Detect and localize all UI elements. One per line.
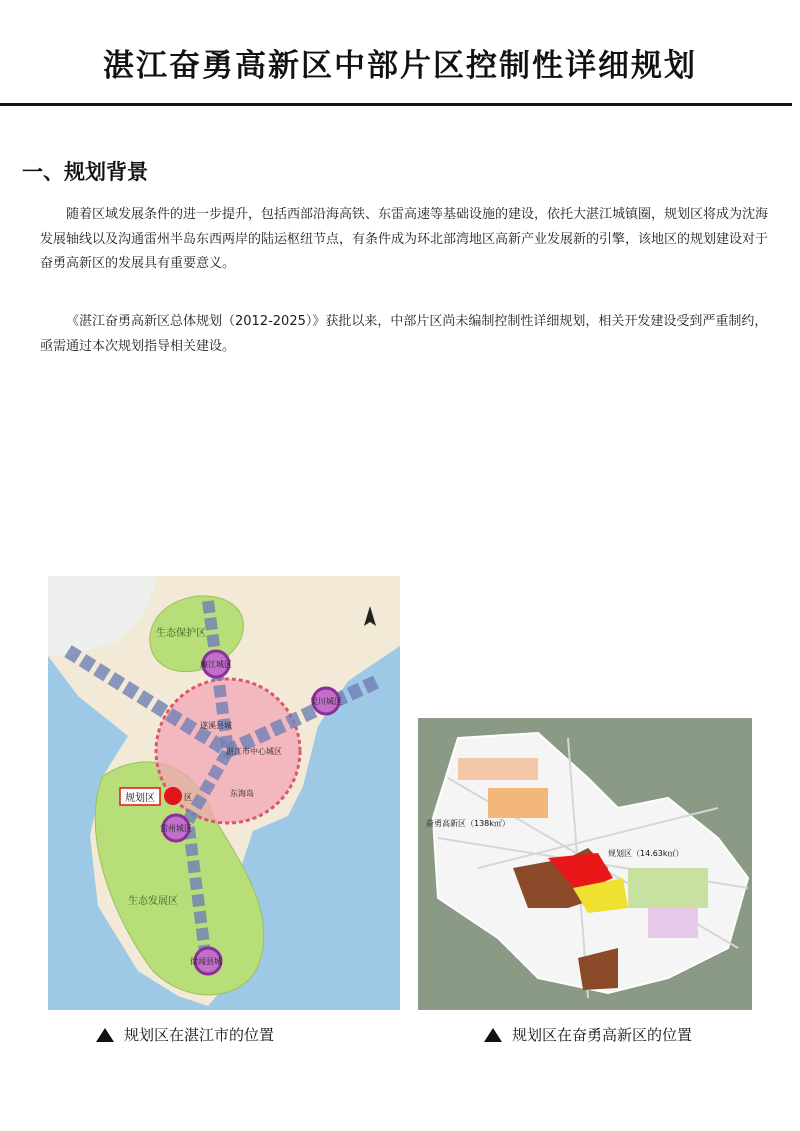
- label-donghai: 东海岛: [230, 789, 254, 798]
- label-leizhou: 雷州城区: [160, 824, 192, 833]
- planning-area-marker: [164, 787, 182, 805]
- triangle-up-icon: [484, 1028, 502, 1042]
- caption-right-text: 规划区在奋勇高新区的位置: [512, 1026, 693, 1044]
- label-lianjiang: 廉江城区: [200, 660, 232, 669]
- label-eco-protect: 生态保护区: [156, 628, 206, 639]
- caption-left: [96, 1024, 274, 1045]
- label-fenyong: 奋勇高新区（138k㎡）: [426, 819, 510, 828]
- label-eco-develop: 生态发展区: [128, 896, 178, 907]
- title-divider: [0, 103, 792, 106]
- paragraph-background: 随着区域发展条件的进一步提升，包括西部沿海高铁、东雷高速等基础设施的建设，依托大湛江城镇圈，规划区将成为沈海发展轴线以及沟通雷州半岛东西两岸的陆运枢纽节点，有条件成为环北部湾地区高新产业发展新的引擎，该地区的规划建设对于奋勇高新区的发展具有重要意义。: [40, 207, 769, 271]
- label-planning-area: 规划区: [125, 793, 155, 804]
- label-zhanjiang: 湛江市中心城区: [226, 747, 282, 756]
- document-title: 湛江奋勇高新区中部片区控制性详细规划: [103, 48, 697, 84]
- caption-left-text: 规划区在湛江市的位置: [124, 1026, 275, 1044]
- paragraph-master-plan: 《湛江奋勇高新区总体规划（2012-2025）》获批以来，中部片区尚未编制控制性详细规划，相关开发建设受到严重制约，亟需通过本次规划指导相关建设。: [40, 314, 768, 354]
- label-xuwen: 徐闻县城: [190, 957, 222, 966]
- caption-right: [484, 1024, 692, 1045]
- fenyong-location-map: [418, 718, 752, 1010]
- triangle-up-icon: [96, 1028, 114, 1042]
- label-wuchuan: 吴川城区: [310, 697, 342, 706]
- section-heading: 一、规划背景: [22, 160, 148, 184]
- label-suixi: 遂溪县城: [200, 721, 232, 730]
- zhanjiang-location-map: [48, 576, 400, 1010]
- label-planning: 规划区（14.63k㎡）: [608, 849, 684, 858]
- label-planning-suffix: 区: [184, 793, 192, 802]
